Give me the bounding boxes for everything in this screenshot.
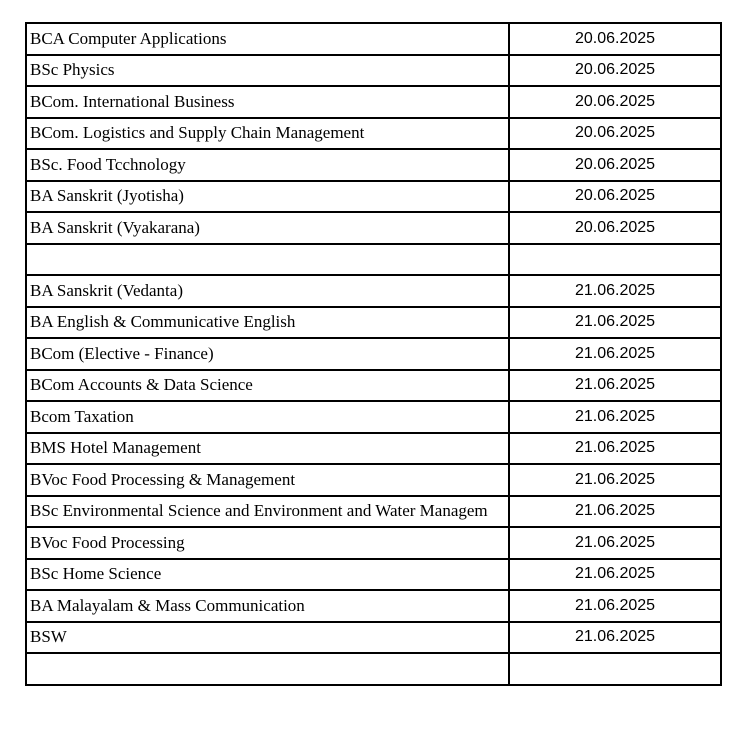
exam-date-cell: 20.06.2025 <box>509 86 721 118</box>
exam-date-cell: 21.06.2025 <box>509 559 721 591</box>
table-row <box>26 181 721 213</box>
exam-date-cell: 21.06.2025 <box>509 307 721 339</box>
course-name-cell: BA Malayalam & Mass Communication <box>26 590 509 622</box>
course-name-cell: BVoc Food Processing <box>26 527 509 559</box>
exam-date-cell: 20.06.2025 <box>509 212 721 244</box>
exam-date-cell: 20.06.2025 <box>509 149 721 181</box>
table-row <box>26 23 721 55</box>
course-name-cell: BCom Accounts & Data Science <box>26 370 509 402</box>
exam-schedule-sheet <box>25 22 720 686</box>
exam-date-cell: 21.06.2025 <box>509 590 721 622</box>
course-name-cell: BCA Computer Applications <box>26 23 509 55</box>
table-row <box>26 275 721 307</box>
table-row <box>26 149 721 181</box>
exam-date-cell: 21.06.2025 <box>509 370 721 402</box>
table-row <box>26 55 721 87</box>
exam-date-cell <box>509 653 721 685</box>
table-row <box>26 86 721 118</box>
course-name-cell: BA Sanskrit (Vyakarana) <box>26 212 509 244</box>
table-row <box>26 496 721 528</box>
table-row <box>26 622 721 654</box>
exam-date-cell: 21.06.2025 <box>509 527 721 559</box>
course-name-cell: BCom (Elective - Finance) <box>26 338 509 370</box>
course-name-cell: BMS Hotel Management <box>26 433 509 465</box>
table-row <box>26 244 721 276</box>
exam-date-cell: 21.06.2025 <box>509 464 721 496</box>
schedule-body <box>26 23 721 685</box>
table-row <box>26 527 721 559</box>
table-row <box>26 212 721 244</box>
course-name-cell: BA English & Communicative English <box>26 307 509 339</box>
exam-date-cell: 21.06.2025 <box>509 338 721 370</box>
course-name-cell: BCom. Logistics and Supply Chain Management <box>26 118 509 150</box>
exam-date-cell: 21.06.2025 <box>509 433 721 465</box>
table-row <box>26 370 721 402</box>
course-name-cell: Bcom Taxation <box>26 401 509 433</box>
exam-date-cell <box>509 244 721 276</box>
course-name-cell: BA Sanskrit (Jyotisha) <box>26 181 509 213</box>
course-name-cell: BSc Physics <box>26 55 509 87</box>
exam-date-cell: 20.06.2025 <box>509 181 721 213</box>
course-name-cell <box>26 653 509 685</box>
exam-date-cell: 20.06.2025 <box>509 23 721 55</box>
exam-date-cell: 21.06.2025 <box>509 496 721 528</box>
exam-date-cell: 21.06.2025 <box>509 622 721 654</box>
course-name-cell: BVoc Food Processing & Management <box>26 464 509 496</box>
exam-date-cell: 21.06.2025 <box>509 401 721 433</box>
course-name-cell: BCom. International Business <box>26 86 509 118</box>
course-name-cell: BSc Home Science <box>26 559 509 591</box>
table-row <box>26 307 721 339</box>
course-name-cell <box>26 244 509 276</box>
table-row <box>26 433 721 465</box>
exam-schedule-table <box>25 22 722 686</box>
course-name-cell: BSW <box>26 622 509 654</box>
table-row <box>26 338 721 370</box>
table-row <box>26 401 721 433</box>
course-name-cell: BSc Environmental Science and Environment and Water Managem <box>26 496 509 528</box>
table-row <box>26 559 721 591</box>
table-row <box>26 590 721 622</box>
table-row <box>26 118 721 150</box>
exam-date-cell: 20.06.2025 <box>509 55 721 87</box>
exam-date-cell: 21.06.2025 <box>509 275 721 307</box>
table-row <box>26 653 721 685</box>
table-row <box>26 464 721 496</box>
course-name-cell: BSc. Food Tcchnology <box>26 149 509 181</box>
exam-date-cell: 20.06.2025 <box>509 118 721 150</box>
course-name-cell: BA Sanskrit (Vedanta) <box>26 275 509 307</box>
